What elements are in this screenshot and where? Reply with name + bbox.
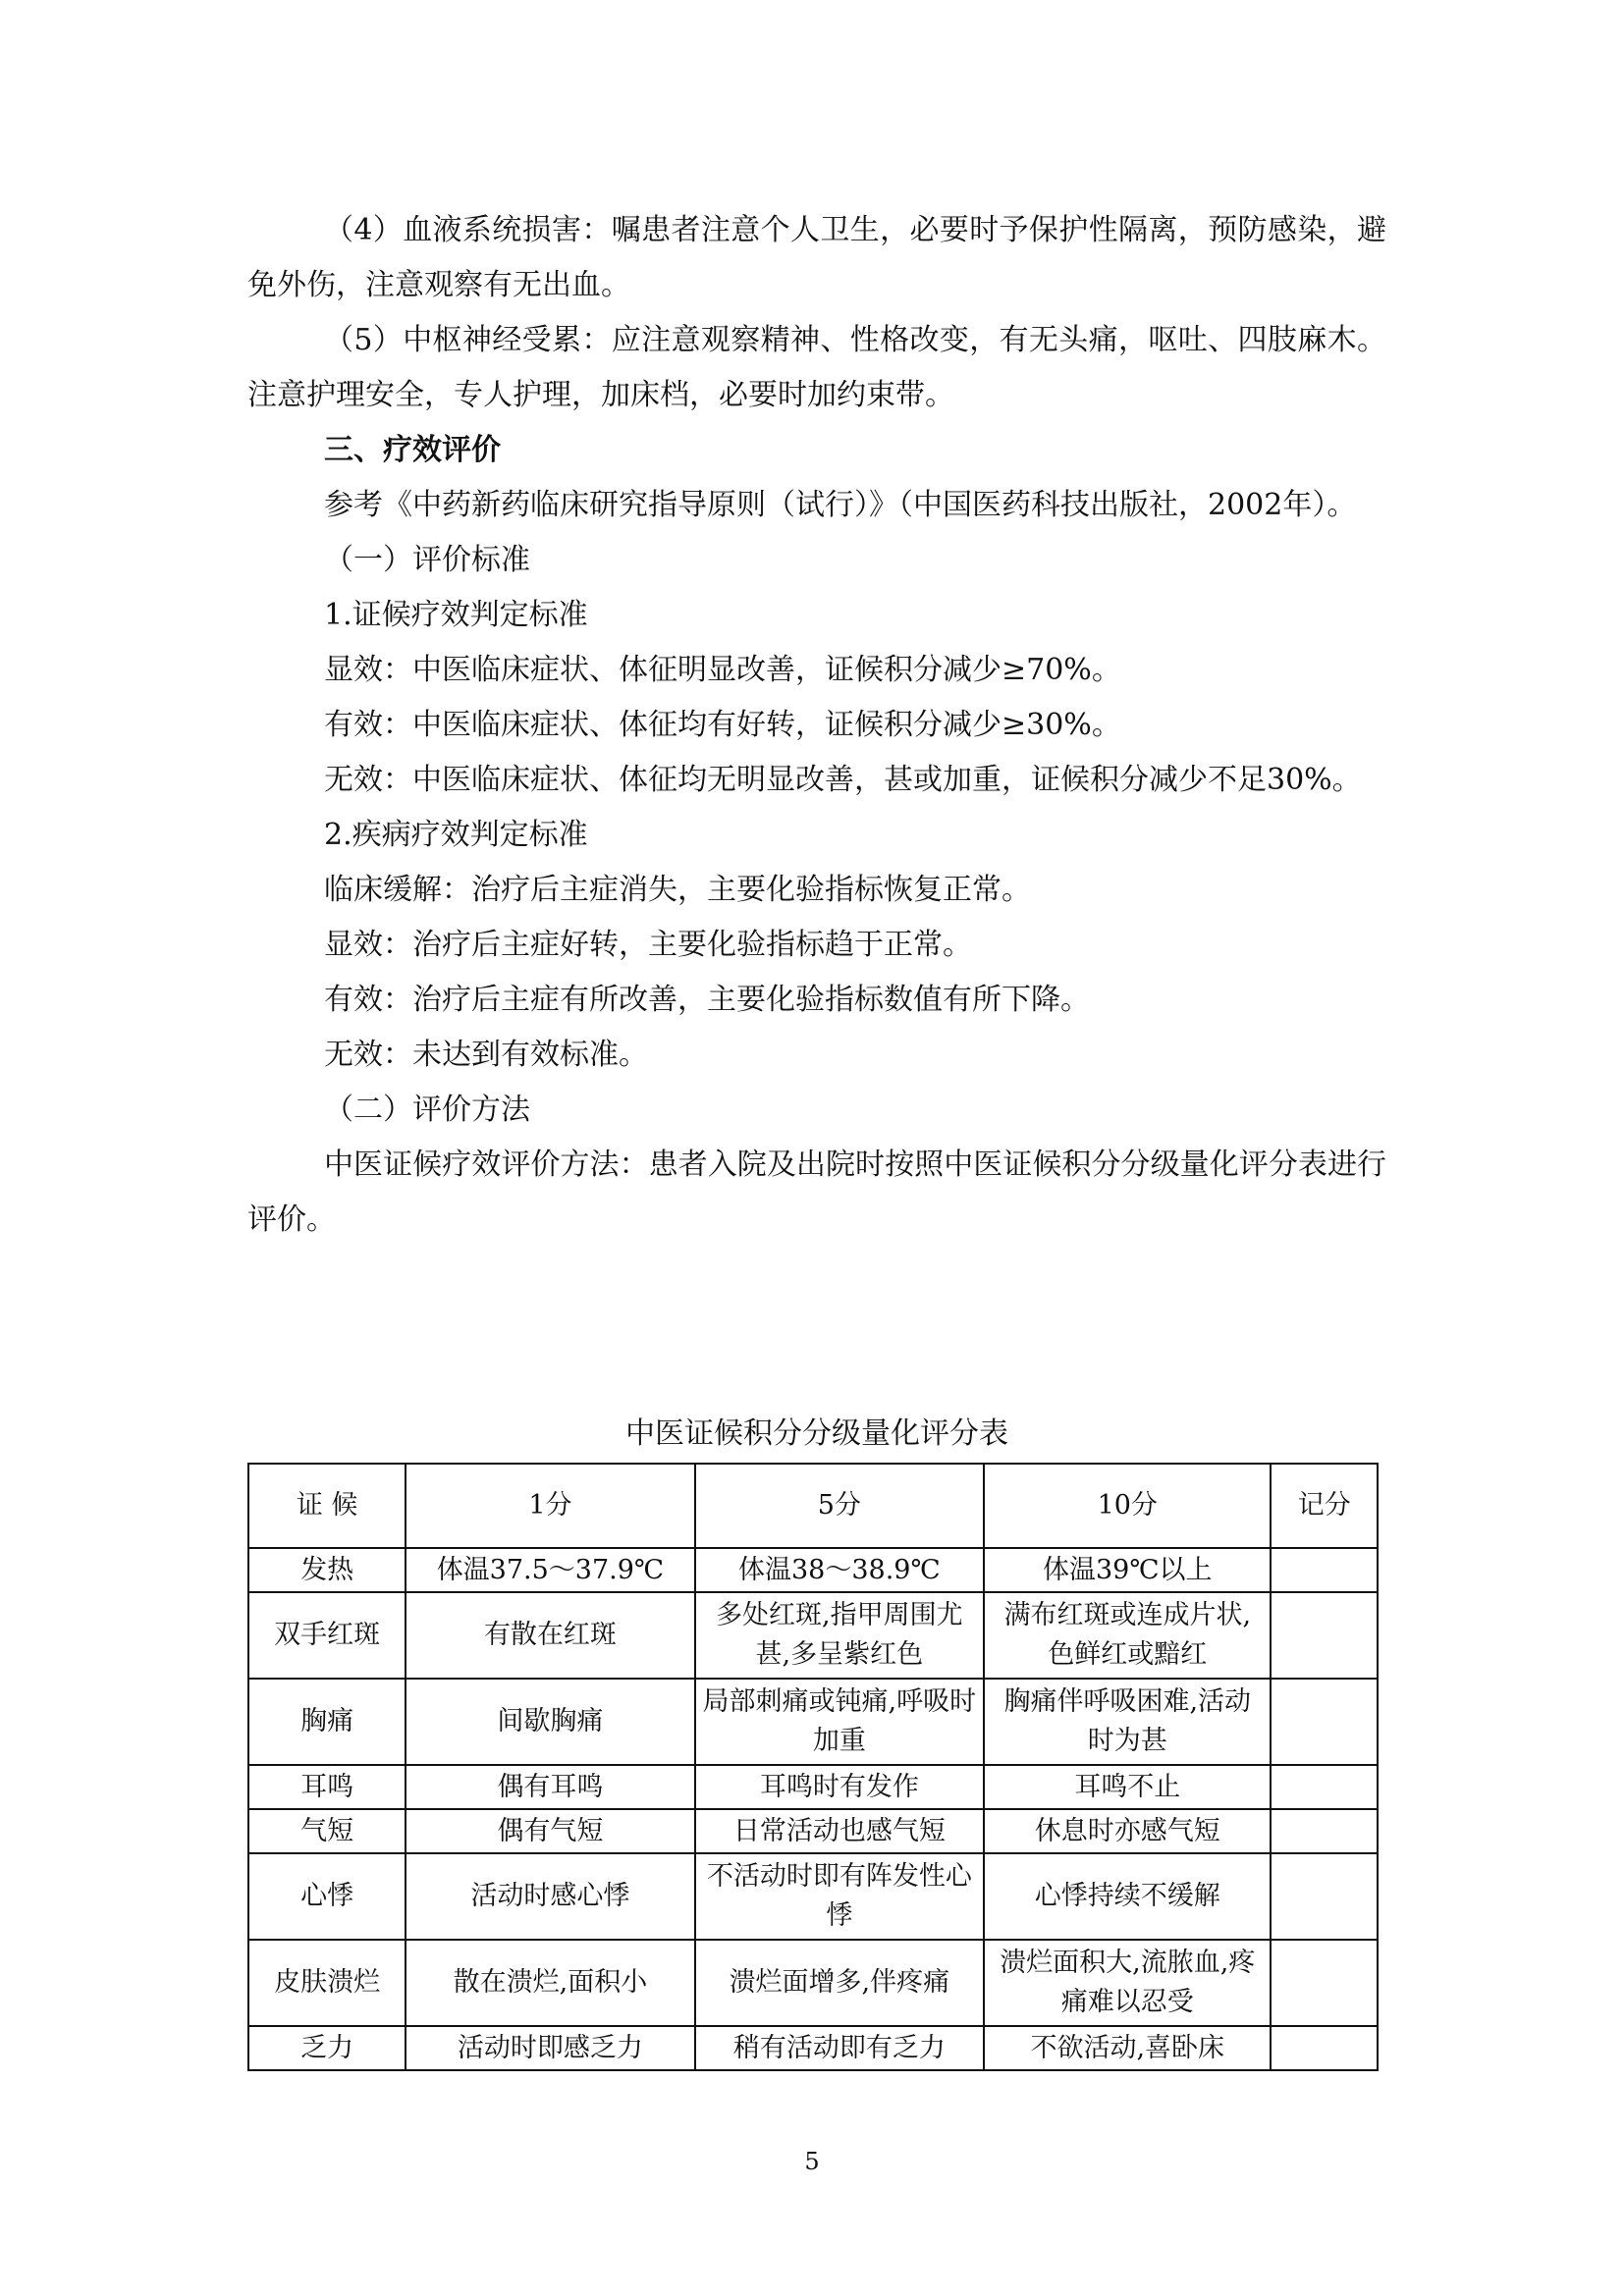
table-cell: 耳鸣不止 (984, 1765, 1271, 1809)
table-cell: 乏力 (248, 2026, 406, 2070)
table-row (248, 1548, 1378, 1592)
header-cell: 5分 (695, 1464, 984, 1548)
table-cell: 不活动时即有阵发性心悸 (695, 1853, 984, 1940)
table-cell: 双手红斑 (248, 1592, 406, 1679)
table-cell: 间歇胸痛 (406, 1679, 694, 1765)
standard-2-item: 临床缓解：治疗后主症消失，主要化验指标恢复正常。 (324, 873, 1031, 907)
table-cell: 稍有活动即有乏力 (695, 2026, 984, 2070)
section-title: 三、疗效评价 (324, 433, 501, 467)
body-text (247, 203, 1386, 1248)
table-cell: 皮肤溃烂 (248, 1940, 406, 2026)
subsection-title-criteria: （一）评价标准 (324, 543, 530, 577)
table-row (248, 1765, 1378, 1809)
standard-2-title: 2.疾病疗效判定标准 (324, 818, 588, 852)
table-header-row (248, 1464, 1378, 1548)
paragraph-blood-system: （4）血液系统损害：嘱患者注意个人卫生，必要时予保护性隔离，预防感染，避免外伤，注意观察有无出血。 (247, 213, 1386, 302)
standard-1-item: 无效：中医临床症状、体征均无明显改善，甚或加重，证候积分减少不足30%。 (324, 763, 1362, 797)
standard-2-item: 无效：未达到有效标准。 (324, 1038, 648, 1072)
standard-1-item: 显效：中医临床症状、体征明显改善，证候积分减少≥70%。 (324, 653, 1121, 687)
score-cell (1271, 1853, 1378, 1940)
table-cell: 满布红斑或连成片状,色鲜红或黯红 (984, 1592, 1271, 1679)
table-cell: 日常活动也感气短 (695, 1809, 984, 1853)
score-cell (1271, 1548, 1378, 1592)
table-cell: 体温39℃以上 (984, 1548, 1271, 1592)
table-caption: 中医证候积分分级量化评分表 (625, 1416, 1008, 1451)
table-cell: 不欲活动,喜卧床 (984, 2026, 1271, 2070)
page-number: 5 (804, 2148, 820, 2175)
table-cell: 心悸 (248, 1853, 406, 1940)
score-cell (1271, 2026, 1378, 2070)
table-cell: 活动时即感乏力 (406, 2026, 694, 2070)
table-cell: 局部刺痛或钝痛,呼吸时加重 (695, 1679, 984, 1765)
header-cell: 证 候 (248, 1464, 406, 1548)
table-cell: 体温38～38.9℃ (695, 1548, 984, 1592)
score-table (247, 1463, 1379, 2071)
table-cell: 体温37.5～37.9℃ (406, 1548, 694, 1592)
table-cell: 胸痛 (248, 1679, 406, 1765)
header-cell: 10分 (984, 1464, 1271, 1548)
method-paragraph: 中医证候疗效评价方法：患者入院及出院时按照中医证候积分分级量化评分表进行评价。 (247, 1148, 1386, 1237)
table-row (248, 1809, 1378, 1853)
table-row (248, 1853, 1378, 1940)
table-cell: 耳鸣 (248, 1765, 406, 1809)
table-row (248, 1592, 1378, 1679)
subsection-title-method: （二）评价方法 (324, 1093, 530, 1127)
table-cell: 散在溃烂,面积小 (406, 1940, 694, 2026)
standard-1-title: 1.证候疗效判定标准 (324, 598, 588, 632)
reference-paragraph: 参考《中药新药临床研究指导原则（试行）》（中国医药科技出版社，2002年）。 (324, 488, 1357, 522)
score-cell (1271, 1679, 1378, 1765)
table-cell: 耳鸣时有发作 (695, 1765, 984, 1809)
score-cell (1271, 1765, 1378, 1809)
table-cell: 偶有耳鸣 (406, 1765, 694, 1809)
score-cell (1271, 1592, 1378, 1679)
table-row (248, 1679, 1378, 1765)
header-cell: 记分 (1271, 1464, 1378, 1548)
standard-2-item: 有效：治疗后主症有所改善，主要化验指标数值有所下降。 (324, 983, 1090, 1017)
table-cell: 休息时亦感气短 (984, 1809, 1271, 1853)
score-cell (1271, 1940, 1378, 2026)
table-cell: 气短 (248, 1809, 406, 1853)
score-cell (1271, 1809, 1378, 1853)
table-cell: 活动时感心悸 (406, 1853, 694, 1940)
table-cell: 溃烂面增多,伴疼痛 (695, 1940, 984, 2026)
standard-1-item: 有效：中医临床症状、体征均有好转，证候积分减少≥30%。 (324, 708, 1121, 742)
table-cell: 发热 (248, 1548, 406, 1592)
standard-2-item: 显效：治疗后主症好转，主要化验指标趋于正常。 (324, 928, 972, 962)
table-row (248, 2026, 1378, 2070)
table-row (248, 1940, 1378, 2026)
table-cell: 胸痛伴呼吸困难,活动时为甚 (984, 1679, 1271, 1765)
table-cell: 溃烂面积大,流脓血,疼痛难以忍受 (984, 1940, 1271, 2026)
paragraph-nervous-system: （5）中枢神经受累：应注意观察精神、性格改变，有无头痛，呕吐、四肢麻木。注意护理安全，专人护理，加床档，必要时加约束带。 (247, 323, 1386, 412)
table-cell: 有散在红斑 (406, 1592, 694, 1679)
header-cell: 1分 (406, 1464, 694, 1548)
table-cell: 多处红斑,指甲周围尤甚,多呈紫红色 (695, 1592, 984, 1679)
table-cell: 心悸持续不缓解 (984, 1853, 1271, 1940)
table-cell: 偶有气短 (406, 1809, 694, 1853)
